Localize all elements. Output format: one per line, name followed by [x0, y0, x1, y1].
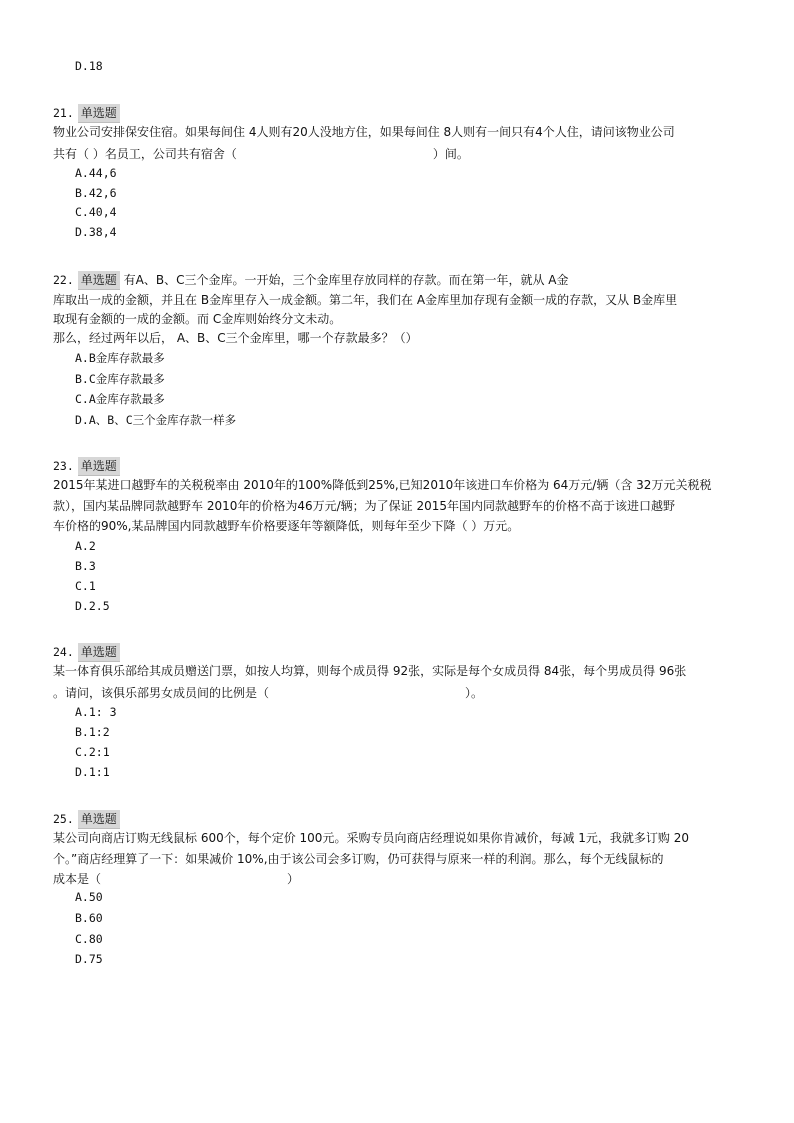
option-d: D.75 — [75, 952, 103, 966]
question-type-badge: 单选题 — [78, 810, 120, 829]
option-d: D.38,4 — [75, 225, 117, 239]
option-a: A.2 — [75, 539, 96, 553]
option-c: C.2:1 — [75, 745, 110, 759]
question-text: 那么，经过两年以后， A、B、C三个金库里，哪一个存款最多？（） — [53, 331, 418, 345]
question-type-badge: 单选题 — [78, 104, 120, 123]
option-b: B.C金库存款最多 — [75, 372, 165, 386]
question-text: 车价格的90%,某品牌国内同款越野车价格要逐年等额降低，则每年至少下降（ ）万元。 — [53, 519, 520, 533]
question-text: 共有（ ）名员工，公司共有宿舍（ ）间。 — [53, 147, 469, 161]
option-c: C.40,4 — [75, 205, 117, 219]
question-text: 成本是（ ） — [53, 872, 300, 886]
option-d: D.18 — [75, 59, 103, 73]
question-text: 2015年某进口越野车的关税税率由 2010年的100%降低到25%,已知2010年该进口车价格为 64万元/辆（含 32万元关税税 — [53, 478, 712, 492]
question-text: 款），国内某品牌同款越野车 2010年的价格为46万元/辆；为了保证 2015年国内同款越野车的价格不高于该进口越野 — [53, 499, 676, 513]
question-text: 某一体育俱乐部给其成员赠送门票，如按人均算，则每个成员得 92张，实际是每个女成员得 84张，每个男成员得 96张 — [53, 664, 687, 678]
question-text: 库取出一成的金额，并且在 B金库里存入一成金额。第二年，我们在 A金库里加存现有金额一成的存款，又从 B金库里 — [53, 293, 678, 307]
question-type-badge: 单选题 — [78, 643, 120, 662]
question-header — [53, 104, 120, 123]
question-type-badge: 单选题 — [78, 271, 120, 290]
question-number: 25. — [53, 812, 74, 826]
option-a: A.1: 3 — [75, 705, 117, 719]
option-b: B.1:2 — [75, 725, 110, 739]
option-b: B.60 — [75, 911, 103, 925]
question-text: 取现有金额的一成的金额。而 C金库则始终分文未动。 — [53, 312, 342, 326]
option-d: D.A、B、C三个金库存款一样多 — [75, 413, 237, 427]
option-d: D.2.5 — [75, 599, 110, 613]
option-c: C.80 — [75, 932, 103, 946]
option-a: A.50 — [75, 890, 103, 904]
question-header — [53, 643, 120, 662]
question-number: 24. — [53, 645, 74, 659]
question-text: 个。”商店经理算了一下：如果减价 10%,由于该公司会多订购，仍可获得与原来一样的利润。那么，每个无线鼠标的 — [53, 852, 664, 866]
option-c: C.1 — [75, 579, 96, 593]
question-number: 22. — [53, 273, 74, 287]
option-b: B.3 — [75, 559, 96, 573]
question-header — [53, 457, 120, 476]
question-text: 有A、B、C三个金库。一开始，三个金库里存放同样的存款。而在第一年，就从 A金 — [123, 273, 569, 287]
question-text: 。请问，该俱乐部男女成员间的比例是（ ）。 — [53, 686, 484, 700]
question-text: 某公司向商店订购无线鼠标 600个，每个定价 100元。采购专员向商店经理说如果你肯减价，每减 1元，我就多订购 20 — [53, 831, 689, 845]
question-header — [53, 271, 568, 290]
question-number: 23. — [53, 459, 74, 473]
option-b: B.42,6 — [75, 186, 117, 200]
question-header — [53, 810, 120, 829]
option-d: D.1:1 — [75, 765, 110, 779]
option-c: C.A金库存款最多 — [75, 392, 165, 406]
question-number: 21. — [53, 106, 74, 120]
question-text: 物业公司安排保安住宿。如果每间住 4人则有20人没地方住，如果每间住 8人则有一间只有4个人住，请问该物业公司 — [53, 125, 675, 139]
option-a: A.44,6 — [75, 166, 117, 180]
option-a: A.B金库存款最多 — [75, 351, 165, 365]
question-type-badge: 单选题 — [78, 457, 120, 476]
